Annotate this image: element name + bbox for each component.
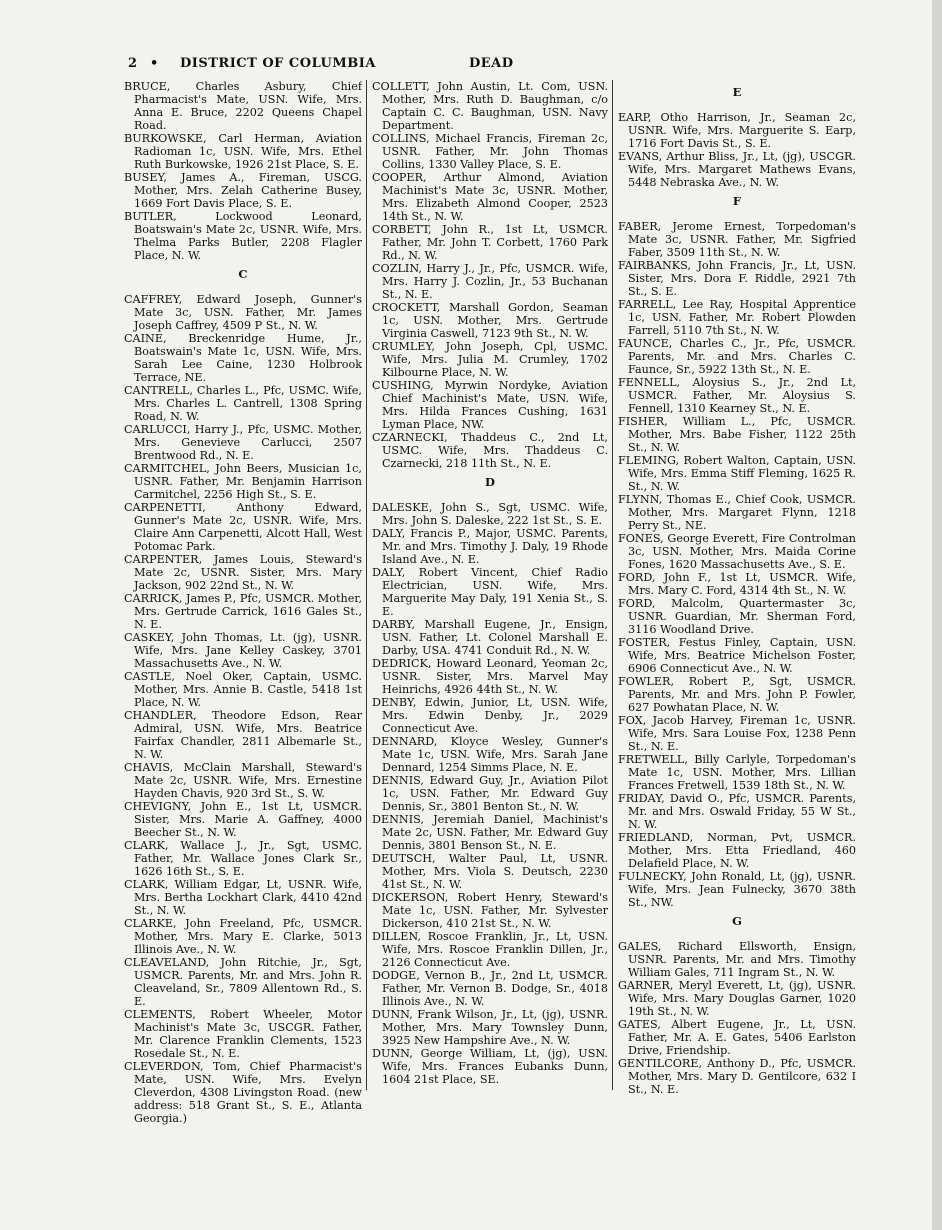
section-letter: F <box>732 194 742 208</box>
casualty-entry: FULNECKY, John Ronald, Lt, (jg), USNR. Wife, Mrs. Jean Fulnecky, 3670 38th St., NW. <box>618 870 856 909</box>
casualty-entry: CARRICK, James P., Pfc, USMCR. Mother, Mrs. Gertrude Carrick, 1616 Gales St., N. E. <box>124 592 362 631</box>
casualty-entry: DARBY, Marshall Eugene, Jr., Ensign, USN. Father, Lt. Colonel Marshall E. Darby, USA. 4741 Conduit Rd., N. W. <box>372 618 608 657</box>
casualty-entry: GARNER, Meryl Everett, Lt, (jg), USNR. Wife, Mrs. Mary Douglas Garner, 1020 19th St., N. W. <box>618 979 856 1018</box>
header-district: DISTRICT OF COLUMBIA <box>180 56 376 71</box>
casualty-entry: DENBY, Edwin, Junior, Lt, USN. Wife, Mrs. Edwin Denby, Jr., 2029 Connecticut Ave. <box>372 696 608 735</box>
casualty-entry: FONES, George Everett, Fire Controlman 3c, USN. Mother, Mrs. Maida Corine Fones, 1620 Massachusetts Ave., S. E. <box>618 532 856 571</box>
casualty-entry: FISHER, William L., Pfc, USMCR. Mother, Mrs. Babe Fisher, 1122 25th St., N. W. <box>618 415 856 454</box>
casualty-entry: DEDRICK, Howard Leonard, Yeoman 2c, USNR. Sister, Mrs. Marvel May Heinrichs, 4926 44th St., N. W. <box>372 657 608 696</box>
casualty-entry: BUSEY, James A., Fireman, USCG. Mother, Mrs. Zelah Catherine Busey, 1669 Fort Davis Place, S. E. <box>124 171 362 210</box>
casualty-entry: DALESKE, John S., Sgt, USMC. Wife, Mrs. John S. Daleske, 222 1st St., S. E. <box>372 501 608 527</box>
casualty-entry: CARMITCHEL, John Beers, Musician 1c, USNR. Father, Mr. Benjamin Harrison Carmitchel, 2256 High St., S. E. <box>124 462 362 501</box>
section-letter: G <box>732 914 742 928</box>
casualty-entry: DENNARD, Kloyce Wesley, Gunner's Mate 1c, USN. Wife, Mrs. Sarah Jane Dennard, 1254 Simms Place, N. E. <box>372 735 608 774</box>
casualty-entry: CANTRELL, Charles L., Pfc, USMC. Wife, Mrs. Charles L. Cantrell, 1308 Spring Road, N. W. <box>124 384 362 423</box>
casualty-entry: GATES, Albert Eugene, Jr., Lt, USN. Father, Mr. A. E. Gates, 5406 Earlston Drive, Friendship. <box>618 1018 856 1057</box>
casualty-entry: CHAVIS, McClain Marshall, Steward's Mate 2c, USNR. Wife, Mrs. Ernestine Hayden Chavis, 920 3rd St., S. W. <box>124 761 362 800</box>
casualty-entry: DODGE, Vernon B., Jr., 2nd Lt, USMCR. Father, Mr. Vernon B. Dodge, Sr., 4018 Illinois Ave., N. W. <box>372 969 608 1008</box>
casualty-entry: FARRELL, Lee Ray, Hospital Apprentice 1c, USN. Father, Mr. Robert Plowden Farrell, 5110 7th St., N. W. <box>618 298 856 337</box>
casualty-entry: CUSHING, Myrwin Nordyke, Aviation Chief Machinist's Mate, USN. Wife, Mrs. Hilda Frances Cushing, 1631 Lyman Place, NW. <box>372 379 608 431</box>
casualty-entry: DUNN, Frank Wilson, Jr., Lt, (jg), USNR. Mother, Mrs. Mary Townsley Dunn, 3925 New Hampshire Ave., N. W. <box>372 1008 608 1047</box>
casualty-entry: CORBETT, John R., 1st Lt, USMCR. Father, Mr. John T. Corbett, 1760 Park Rd., N. W. <box>372 223 608 262</box>
page-header <box>128 56 858 74</box>
casualty-entry: CLARKE, John Freeland, Pfc, USMCR. Mother, Mrs. Mary E. Clarke, 5013 Illinois Ave., N. W. <box>124 917 362 956</box>
casualty-entry: FOX, Jacob Harvey, Fireman 1c, USNR. Wife, Mrs. Sara Louise Fox, 1238 Penn St., N. E. <box>618 714 856 753</box>
column-3 <box>618 80 856 1160</box>
casualty-entry: COLLETT, John Austin, Lt. Com, USN. Mother, Mrs. Ruth D. Baughman, c/o Captain C. C. Baughman, USN. Navy Department. <box>372 80 608 132</box>
casualty-entry: CHANDLER, Theodore Edson, Rear Admiral, USN. Wife, Mrs. Beatrice Fairfax Chandler, 2811 Albemarle St., N. W. <box>124 709 362 761</box>
casualty-entry: CLARK, Wallace J., Jr., Sgt, USMC. Father, Mr. Wallace Jones Clark Sr., 1626 16th St., S. E. <box>124 839 362 878</box>
section-letter: D <box>485 475 495 489</box>
casualty-entry: CARPENTER, James Louis, Steward's Mate 2c, USNR. Sister, Mrs. Mary Jackson, 902 22nd St., N. W. <box>124 553 362 592</box>
casualty-entry: CHEVIGNY, John E., 1st Lt, USMCR. Sister, Mrs. Marie A. Gaffney, 4000 Beecher St., N. W. <box>124 800 362 839</box>
section-letter: C <box>238 267 248 281</box>
casualty-entry: CLARK, William Edgar, Lt, USNR. Wife, Mrs. Bertha Lockhart Clark, 4410 42nd St., N. W. <box>124 878 362 917</box>
header-section: DEAD <box>469 56 514 71</box>
casualty-entry: CAFFREY, Edward Joseph, Gunner's Mate 3c, USN. Father, Mr. James Joseph Caffrey, 4509 P St., N. W. <box>124 293 362 332</box>
casualty-entry: CZARNECKI, Thaddeus C., 2nd Lt, USMC. Wife, Mrs. Thaddeus C. Czarnecki, 218 11th St., N. E. <box>372 431 608 470</box>
column-1 <box>124 80 362 1160</box>
casualty-entry: FORD, Malcolm, Quartermaster 3c, USNR. Guardian, Mr. Sherman Ford, 3116 Woodland Drive. <box>618 597 856 636</box>
column-2 <box>372 80 608 1160</box>
casualty-entry: DENNIS, Jeremiah Daniel, Machinist's Mate 2c, USN. Father, Mr. Edward Guy Dennis, 3801 Benson St., N. E. <box>372 813 608 852</box>
casualty-entry: FENNELL, Aloysius S., Jr., 2nd Lt, USMCR. Father, Mr. Aloysius S. Fennell, 1310 Kearney St., N. E. <box>618 376 856 415</box>
casualty-entry: CLEAVELAND, John Ritchie, Jr., Sgt, USMCR. Parents, Mr. and Mrs. John R. Cleaveland, Sr., 7809 Allentown Rd., S. E. <box>124 956 362 1008</box>
casualty-entry: DUNN, George William, Lt, (jg), USN. Wife, Mrs. Frances Eubanks Dunn, 1604 21st Place, SE. <box>372 1047 608 1086</box>
casualty-entry: CAINE, Breckenridge Hume, Jr., Boatswain's Mate 1c, USN. Wife, Mrs. Sarah Lee Caine, 1230 Holbrook Terrace, NE. <box>124 332 362 384</box>
casualty-entry: DALY, Robert Vincent, Chief Radio Electrician, USN. Wife, Mrs. Marguerite May Daly, 191 Xenia St., S. E. <box>372 566 608 618</box>
casualty-entry: CARLUCCI, Harry J., Pfc, USMC. Mother, Mrs. Genevieve Carlucci, 2507 Brentwood Rd., N. E. <box>124 423 362 462</box>
casualty-entry: DENNIS, Edward Guy, Jr., Aviation Pilot 1c, USN. Father, Mr. Edward Guy Dennis, Sr., 3801 Benton St., N. W. <box>372 774 608 813</box>
casualty-entry: DEUTSCH, Walter Paul, Lt, USNR. Mother, Mrs. Viola S. Deutsch, 2230 41st St., N. W. <box>372 852 608 891</box>
casualty-entry: FOWLER, Robert P., Sgt, USMCR. Parents, Mr. and Mrs. John P. Fowler, 627 Powhatan Place, N. W. <box>618 675 856 714</box>
casualty-entry: COZLIN, Harry J., Jr., Pfc, USMCR. Wife, Mrs. Harry J. Cozlin, Jr., 53 Buchanan St., N. E. <box>372 262 608 301</box>
casualty-entry: FABER, Jerome Ernest, Torpedoman's Mate 3c, USNR. Father, Mr. Sigfried Faber, 3509 11th St., N. W. <box>618 220 856 259</box>
casualty-entry: FRETWELL, Billy Carlyle, Torpedoman's Mate 1c, USN. Mother, Mrs. Lillian Frances Fretwell, 1539 18th St., N. W. <box>618 753 856 792</box>
casualty-entry: EARP, Otho Harrison, Jr., Seaman 2c, USNR. Wife, Mrs. Marguerite S. Earp, 1716 Fort Davis St., S. E. <box>618 111 856 150</box>
casualty-entry: FRIDAY, David O., Pfc, USMCR. Parents, Mr. and Mrs. Oswald Friday, 55 W St., N. W. <box>618 792 856 831</box>
casualty-entry: FOSTER, Festus Finley, Captain, USN. Wife, Mrs. Beatrice Michelson Foster, 6906 Connecticut Ave., N. W. <box>618 636 856 675</box>
casualty-entry: FAUNCE, Charles C., Jr., Pfc, USMCR. Parents, Mr. and Mrs. Charles C. Faunce, Sr., 5922 13th St., N. E. <box>618 337 856 376</box>
casualty-entry: BUTLER, Lockwood Leonard, Boatswain's Mate 2c, USNR. Wife, Mrs. Thelma Parks Butler, 2208 Flagler Place, N. W. <box>124 210 362 262</box>
casualty-entry: COOPER, Arthur Almond, Aviation Machinist's Mate 3c, USNR. Mother, Mrs. Elizabeth Almond Cooper, 2523 14th St., N. W. <box>372 171 608 223</box>
casualty-entry: GALES, Richard Ellsworth, Ensign, USNR. Parents, Mr. and Mrs. Timothy William Gales, 711 Ingram St., N. W. <box>618 940 856 979</box>
header-bullet: • <box>150 56 159 71</box>
casualty-entry: BURKOWSKE, Carl Herman, Aviation Radioman 1c, USN. Wife, Mrs. Ethel Ruth Burkowske, 1926 21st Place, S. E. <box>124 132 362 171</box>
casualty-entry: COLLINS, Michael Francis, Fireman 2c, USNR. Father, Mr. John Thomas Collins, 1330 Valley Place, S. E. <box>372 132 608 171</box>
column-divider-1 <box>366 80 367 1090</box>
column-divider-2 <box>612 80 613 1090</box>
section-letter: E <box>732 85 742 99</box>
casualty-entry: CASTLE, Noel Oker, Captain, USMC. Mother, Mrs. Annie B. Castle, 5418 1st Place, N. W. <box>124 670 362 709</box>
casualty-entry: BRUCE, Charles Asbury, Chief Pharmacist's Mate, USN. Wife, Mrs. Anna E. Bruce, 2202 Queens Chapel Road. <box>124 80 362 132</box>
casualty-entry: CROCKETT, Marshall Gordon, Seaman 1c, USN. Mother, Mrs. Gertrude Virginia Caswell, 7123 9th St., N. W. <box>372 301 608 340</box>
casualty-entry: EVANS, Arthur Bliss, Jr., Lt, (jg), USCGR. Wife, Mrs. Margaret Mathews Evans, 5448 Nebraska Ave., N. W. <box>618 150 856 189</box>
casualty-entry: FORD, John F., 1st Lt, USMCR. Wife, Mrs. Mary C. Ford, 4314 4th St., N. W. <box>618 571 856 597</box>
casualty-entry: FAIRBANKS, John Francis, Jr., Lt, USN. Sister, Mrs. Dora F. Riddle, 2921 7th St., S. E. <box>618 259 856 298</box>
casualty-entry: GENTILCORE, Anthony D., Pfc, USMCR. Mother, Mrs. Mary D. Gentilcore, 632 I St., N. E. <box>618 1057 856 1096</box>
casualty-entry: DILLEN, Roscoe Franklin, Jr., Lt, USN. Wife, Mrs. Roscoe Franklin Dillen, Jr., 2126 Connecticut Ave. <box>372 930 608 969</box>
casualty-entry: FLYNN, Thomas E., Chief Cook, USMCR. Mother, Mrs. Margaret Flynn, 1218 Perry St., NE. <box>618 493 856 532</box>
page-number: 2 <box>128 56 138 71</box>
casualty-entry: FRIEDLAND, Norman, Pvt, USMCR. Mother, Mrs. Etta Friedland, 460 Delafield Place, N. W. <box>618 831 856 870</box>
casualty-entry: CARPENETTI, Anthony Edward, Gunner's Mate 2c, USNR. Wife, Mrs. Claire Ann Carpenetti, Alcott Hall, West Potomac Park. <box>124 501 362 553</box>
casualty-entry: FLEMING, Robert Walton, Captain, USN. Wife, Mrs. Emma Stiff Fleming, 1625 R. St., N. W. <box>618 454 856 493</box>
casualty-entry: DALY, Francis P., Major, USMC. Parents, Mr. and Mrs. Timothy J. Daly, 19 Rhode Island Ave., N. E. <box>372 527 608 566</box>
casualty-entry: CASKEY, John Thomas, Lt. (jg), USNR. Wife, Mrs. Jane Kelley Caskey, 3701 Massachusetts Ave., N. W. <box>124 631 362 670</box>
casualty-entry: CRUMLEY, John Joseph, Cpl, USMC. Wife, Mrs. Julia M. Crumley, 1702 Kilbourne Place, N. W. <box>372 340 608 379</box>
casualty-entry: CLEVERDON, Tom, Chief Pharmacist's Mate, USN. Wife, Mrs. Evelyn Cleverdon, 4308 Livingston Road. (new address: 518 Grant St., S. E., Atlanta Georgia.) <box>124 1060 362 1125</box>
casualty-entry: DICKERSON, Robert Henry, Steward's Mate 1c, USN. Father, Mr. Sylvester Dickerson, 410 21st St., N. W. <box>372 891 608 930</box>
casualty-entry: CLEMENTS, Robert Wheeler, Motor Machinist's Mate 3c, USCGR. Father, Mr. Clarence Franklin Clements, 1523 Rosedale St., N. E. <box>124 1008 362 1060</box>
